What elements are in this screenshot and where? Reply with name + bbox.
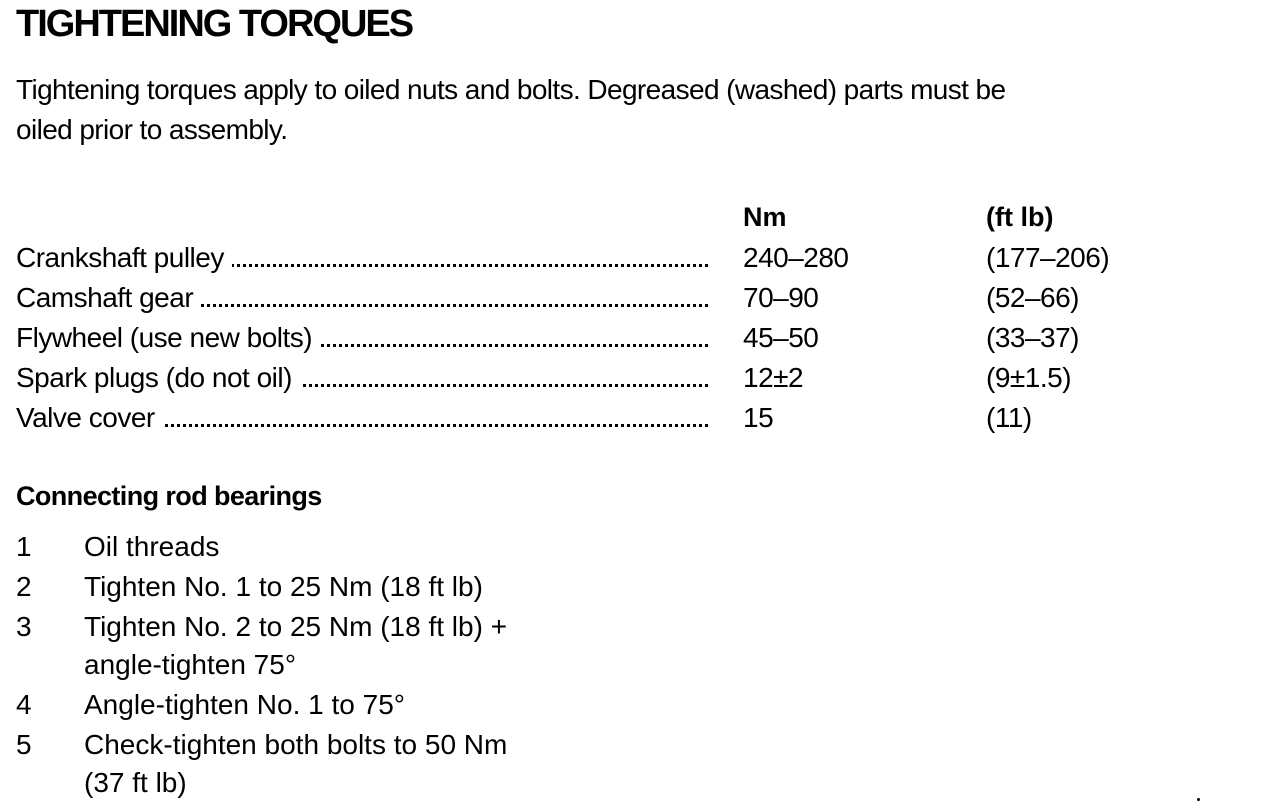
ftlb-value: (177–206)	[986, 242, 1110, 273]
torque-row-flywheel	[0, 318, 1280, 358]
step-text	[84, 726, 724, 802]
part-label: Spark plugs (do not oil)	[16, 362, 300, 393]
ftlb-value: (9±1.5)	[986, 362, 1072, 393]
connecting-rod-heading: Connecting rod bearings	[16, 481, 322, 511]
step-number: 2	[16, 571, 32, 602]
nm-value: 15	[743, 402, 774, 433]
part-cell	[16, 238, 708, 278]
step-line-1: Tighten No. 1 to 25 Nm (18 ft lb)	[84, 571, 483, 602]
ftlb-value: (33–37)	[986, 322, 1080, 353]
stray-dot-mark	[1197, 798, 1200, 801]
step-line-2: (37 ft lb)	[84, 767, 187, 798]
page-title: TIGHTENING TORQUES	[16, 3, 413, 45]
step-line-1: Check-tighten both bolts to 50 Nm	[84, 729, 508, 760]
nm-value: 12±2	[743, 362, 804, 393]
nm-value: 70–90	[743, 282, 819, 313]
part-cell	[16, 318, 708, 358]
step-number: 1	[16, 531, 32, 562]
ftlb-value: (52–66)	[986, 282, 1080, 313]
step-number: 3	[16, 611, 32, 642]
column-header-nm: Nm	[743, 202, 787, 232]
intro-line-2: oiled prior to assembly.	[16, 114, 288, 145]
nm-value: 45–50	[743, 322, 819, 353]
ftlb-value: (11)	[986, 402, 1032, 433]
step-line-1: Angle-tighten No. 1 to 75°	[84, 689, 405, 720]
step-number: 4	[16, 689, 32, 720]
step-text	[84, 608, 724, 684]
part-label: Valve cover	[16, 402, 163, 433]
step-text	[84, 528, 724, 566]
column-header-ftlb: (ft lb)	[986, 202, 1054, 232]
nm-value: 240–280	[743, 242, 849, 273]
torque-row-spark-plugs	[0, 358, 1280, 398]
step-line-1: Tighten No. 2 to 25 Nm (18 ft lb) +	[84, 611, 508, 642]
torque-row-valve-cover	[0, 398, 1280, 438]
step-number: 5	[16, 729, 32, 760]
part-label: Camshaft gear	[16, 282, 201, 313]
intro-line-1: Tightening torques apply to oiled nuts and bolts. Degreased (washed) parts must be	[16, 74, 1006, 105]
part-cell	[16, 278, 708, 318]
torque-row-crankshaft-pulley	[0, 238, 1280, 278]
step-text	[84, 686, 724, 724]
part-cell	[16, 398, 708, 438]
step-line-2: angle-tighten 75°	[84, 649, 297, 680]
step-text	[84, 568, 724, 606]
intro-paragraph	[16, 70, 1278, 150]
torque-row-camshaft-gear	[0, 278, 1280, 318]
part-cell	[16, 358, 708, 398]
part-label: Flywheel (use new bolts)	[16, 322, 320, 353]
step-line-1: Oil threads	[84, 531, 220, 562]
part-label: Crankshaft pulley	[16, 242, 232, 273]
